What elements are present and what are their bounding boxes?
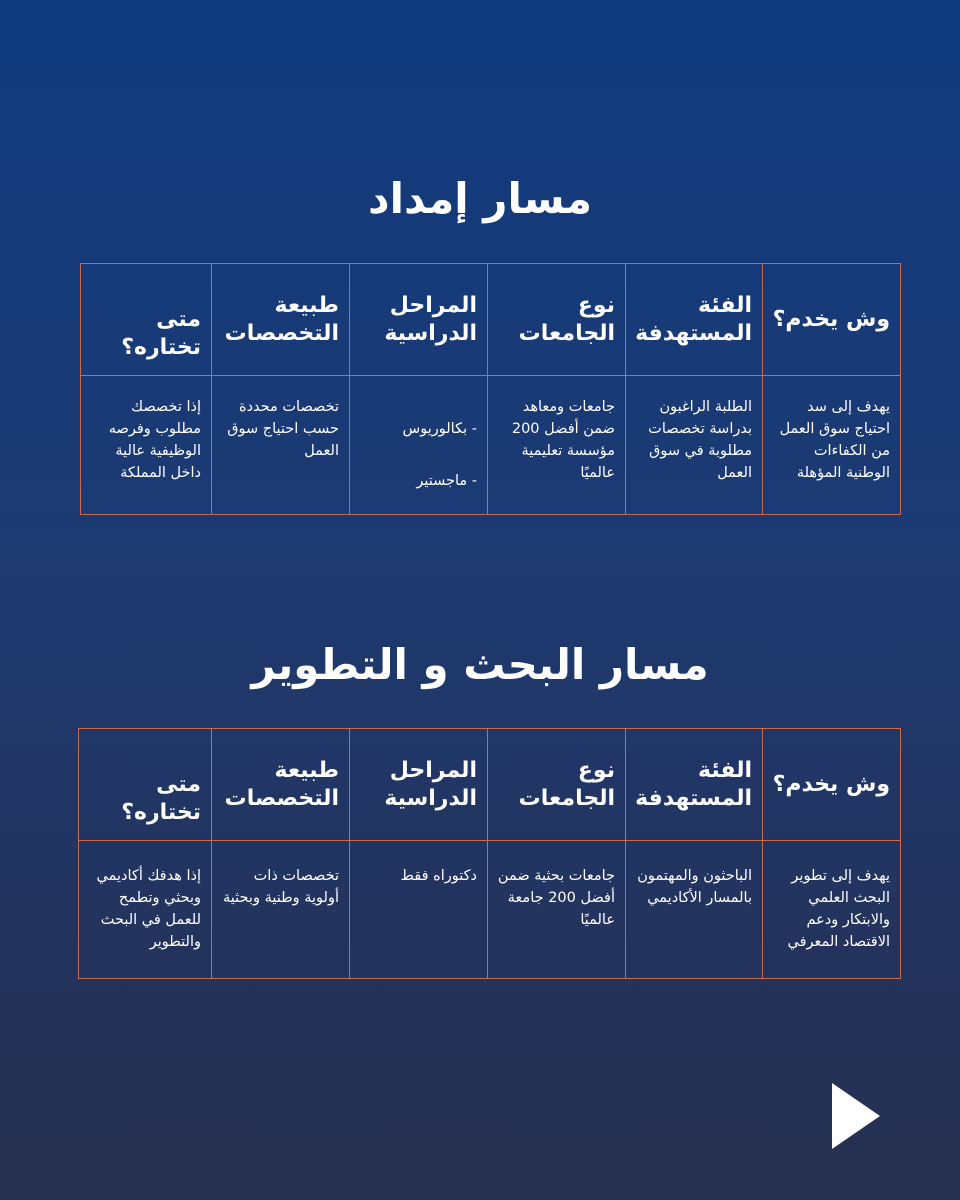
header-cell-target-group: الفئة المستهدفة — [626, 729, 763, 841]
imdad-track-table — [80, 263, 901, 515]
table-header-row — [79, 729, 901, 841]
table-cell: إذا هدفك أكاديمي وبحثي وتطمح للعمل في البحث والتطوير — [79, 841, 212, 979]
table-cell: إذا تخصصك مطلوب وفرصه الوظيفية عالية داخل المملكة — [81, 376, 212, 515]
research-track-table — [78, 728, 901, 979]
section-title-research: مسار البحث و التطوير — [251, 640, 709, 689]
table-row — [79, 841, 901, 979]
table-cell: دكتوراه فقط — [350, 841, 488, 979]
header-cell-serves: وش يخدم؟ — [763, 729, 901, 841]
table-cell: يهدف إلى تطوير البحث العلمي والابتكار ودعم الاقتصاد المعرفي — [763, 841, 901, 979]
section-title-imdad: مسار إمداد — [368, 174, 592, 223]
header-cell-serves: وش يخدم؟ — [763, 264, 901, 376]
study-level-master: - ماجستير — [416, 473, 477, 489]
table-header-row — [81, 264, 901, 376]
table-cell: جامعات بحثية ضمن أفضل 200 جامعة عالميًا — [488, 841, 626, 979]
header-cell-target-group: الفئة المستهدفة — [626, 264, 763, 376]
header-cell-majors-nature: طبيعة التخصصات — [212, 729, 350, 841]
table-row — [81, 376, 901, 515]
table-cell — [350, 376, 488, 515]
header-cell-when-choose: متى تختاره؟ — [79, 729, 212, 841]
table-cell: جامعات ومعاهد ضمن أفضل 200 مؤسسة تعليمية عالميًا — [488, 376, 626, 515]
study-level-bachelor: - بكالوريوس — [402, 421, 477, 437]
header-cell-study-levels: المراحل الدراسية — [350, 264, 488, 376]
play-arrow-icon[interactable] — [832, 1083, 880, 1149]
header-cell-university-type: نوع الجامعات — [488, 264, 626, 376]
header-cell-study-levels: المراحل الدراسية — [350, 729, 488, 841]
table-cell: الباحثون والمهتمون بالمسار الأكاديمي — [626, 841, 763, 979]
header-cell-university-type: نوع الجامعات — [488, 729, 626, 841]
table-cell: تخصصات ذات أولوية وطنية وبحثية — [212, 841, 350, 979]
play-arrow-shape — [832, 1083, 880, 1149]
table-cell: الطلبة الراغبون بدراسة تخصصات مطلوبة في سوق العمل — [626, 376, 763, 515]
header-cell-majors-nature: طبيعة التخصصات — [212, 264, 350, 376]
table-cell: يهدف إلى سد احتياج سوق العمل من الكفاءات الوطنية المؤهلة — [763, 376, 901, 515]
table-cell: تخصصات محددة حسب احتياج سوق العمل — [212, 376, 350, 515]
header-cell-when-choose: متى تختاره؟ — [81, 264, 212, 376]
